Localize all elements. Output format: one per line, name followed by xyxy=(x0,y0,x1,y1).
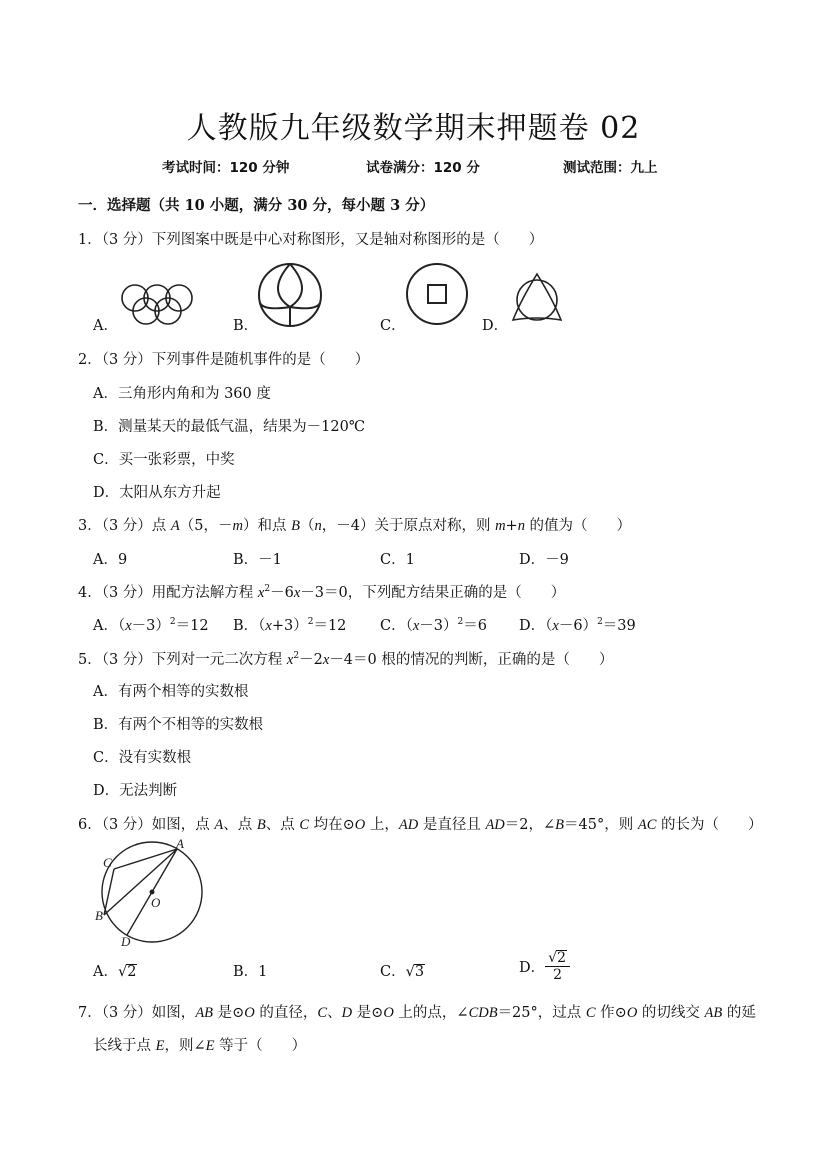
q1-option-b-label: B． xyxy=(233,318,259,334)
full-score: 试卷满分：120 分 xyxy=(366,160,480,176)
q3-option-a: A．9 xyxy=(93,552,128,568)
q5-option-b: B．有两个不相等的实数根 xyxy=(93,717,264,733)
q5-option-d: D．无法判断 xyxy=(93,783,178,799)
q2-option-a: A．三角形内角和为 360 度 xyxy=(93,386,271,402)
q4-option-d: D．$(x-6)^2=39$ xyxy=(519,617,636,634)
q6-option-c: C．√3 xyxy=(380,964,425,980)
center-o-label: O xyxy=(151,895,161,910)
q6-option-b: B．1 xyxy=(233,964,268,980)
coin-with-square-figure xyxy=(404,261,470,327)
q4-option-c: C．$(x-3)^2=6$ xyxy=(380,617,487,634)
point-b-label: B xyxy=(95,908,103,923)
question-5-stem: 5．（3 分）下列对一元二次方程 $x^2-2x-4=0$ 根的情况的判断，正确的是（ ） xyxy=(78,651,614,668)
q4-option-a: A．$(x-3)^2=12$ xyxy=(93,617,209,634)
point-d-label: D xyxy=(121,934,131,948)
q2-option-c: C．买一张彩票，中奖 xyxy=(93,452,235,468)
q5-option-a: A．有两个相等的实数根 xyxy=(93,684,249,700)
question-4-stem: 4．（3 分）用配方法解方程 $x^2-6x-3=0$，下列配方结果正确的是（ ） xyxy=(78,584,566,601)
q3-option-d: D．－9 xyxy=(519,552,569,568)
point-a-label: A xyxy=(176,836,184,851)
q5-option-c: C．没有实数根 xyxy=(93,750,192,766)
question-1-stem: 1．（3 分）下列图案中既是中心对称图形，又是轴对称图形的是（ ） xyxy=(78,232,544,248)
point-c-label: C xyxy=(103,855,112,870)
q6-option-a: A．√2 xyxy=(93,964,137,980)
q3-option-c: C．1 xyxy=(380,552,415,568)
section-heading: 一．选择题（共 10 小题，满分 30 分，每小题 3 分） xyxy=(78,197,435,214)
q3-option-b: B．－1 xyxy=(233,552,282,568)
q2-option-d: D．太阳从东方升起 xyxy=(93,485,221,501)
question-7-stem: 7．（3 分）如图，AB 是⊙O 的直径，C、D 是⊙O 上的点，∠CDB＝25°，过点 C 作⊙O 的切线交 AB 的延 xyxy=(78,1005,756,1021)
q1-option-d-label: D． xyxy=(482,318,509,334)
q4-option-b: B．$(x+3)^2=12$ xyxy=(233,617,347,634)
page-title: 人教版九年级数学期末押题卷 02 xyxy=(186,111,641,146)
circle-three-arcs-figure xyxy=(256,261,324,329)
q2-option-b: B．测量某天的最低气温，结果为－120℃ xyxy=(93,419,366,435)
question-2-stem: 2．（3 分）下列事件是随机事件的是（ ） xyxy=(78,352,370,368)
olympic-rings-figure xyxy=(115,282,200,326)
q6-option-d: D． $\frac{√2}{2}$ xyxy=(519,950,570,983)
question-3-stem: 3．（3 分）点 A（5，－m）和点 B（n，－4）关于原点对称，则 m+n 的值为（ ） xyxy=(78,518,632,534)
q1-option-c-label: C． xyxy=(380,318,406,334)
question-7-stem-line-2: 长线于点 E，则∠E 等于（ ） xyxy=(93,1038,307,1054)
test-range: 测试范围：九上 xyxy=(563,160,658,176)
triquetra-figure xyxy=(507,270,567,326)
circle-geometry-figure xyxy=(90,836,210,948)
question-6-stem: 6．（3 分）如图，点 A、点 B、点 C 均在⊙O 上，AD 是直径且 AD＝2，∠B＝45°，则 AC 的长为（ ） xyxy=(78,817,763,833)
exam-time: 考试时间：120 分钟 xyxy=(162,160,290,176)
q1-option-a-label: A． xyxy=(93,318,118,334)
